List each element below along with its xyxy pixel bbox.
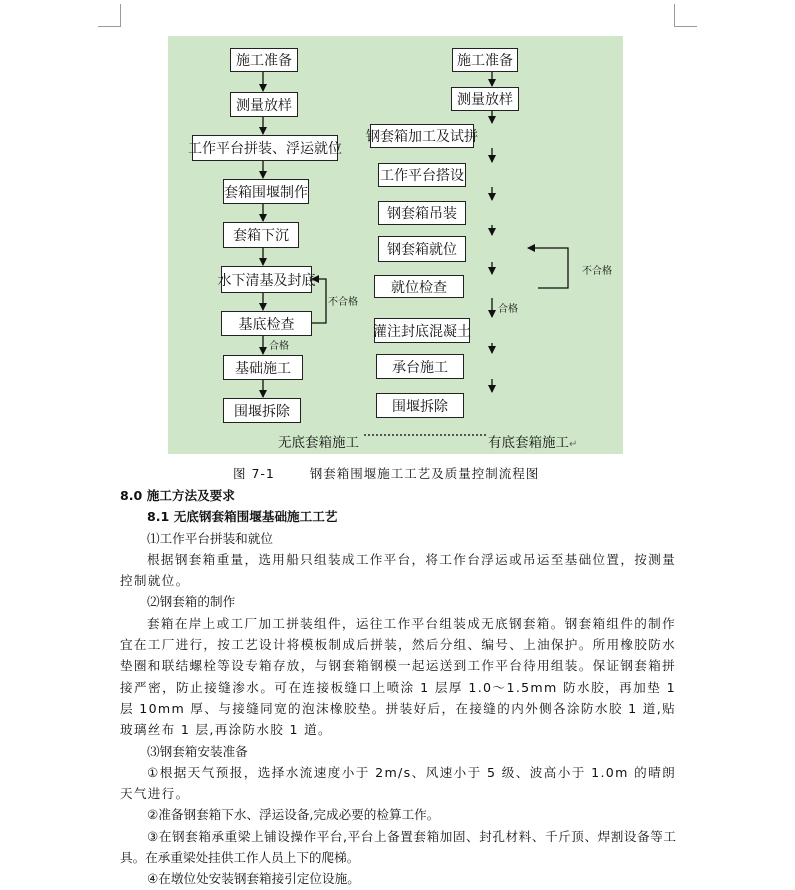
- item-1-body: 根据钢套箱重量，选用船只组装成工作平台，将工作台浮运或吊运至基础位置，按测量控制就位。: [120, 551, 676, 589]
- left-fail-label: 不合格: [328, 297, 358, 308]
- right-step-1: 施工准备: [452, 48, 518, 72]
- page-corner-mark-left: [98, 4, 121, 27]
- right-fail-label: 不合格: [582, 266, 612, 277]
- right-caption-text: 有底套箱施工: [488, 435, 569, 451]
- right-pass-label: 合格: [498, 304, 518, 315]
- right-step-3: 钢套箱加工及试拼: [370, 124, 474, 148]
- right-step-4: 工作平台搭设: [378, 163, 466, 187]
- item-2-body: 套箱在岸上或工厂加工拼装组件，运往工作平台组装成无底钢套箱。钢套箱组件的制作宜在工厂进行，按工艺设计将模板制成后拼装，然后分组、编号、上油保护。所用橡胶防水垫圈和联结螺栓等设专箱存放，与钢套箱钢模一起运送到工作平台待用组装。保证钢套箱拼接严密，防止接缝渗水。可在连接板缝口上喷涂 1 层厚 1.0～1.5mm 防水胶，再加垫 1 层 10mm 厚、与接缝同宽的泡沫橡胶垫。拼装好后，在接缝的内外侧各涂防水胶 1 道,贴玻璃丝布 1 层,再涂防水胶 1 道。: [120, 615, 676, 738]
- right-step-2: 测量放样: [451, 87, 519, 111]
- flowchart-figure: [168, 36, 623, 454]
- right-step-10: 围堰拆除: [376, 393, 464, 418]
- left-step-8: 基础施工: [223, 355, 303, 380]
- caption-dotted-leader: [364, 434, 486, 436]
- document-body: [120, 485, 676, 890]
- right-step-5: 钢套箱吊装: [378, 201, 466, 225]
- left-step-6: 水下清基及封底: [221, 266, 312, 293]
- right-flow-caption: [488, 431, 577, 451]
- right-step-8: 灌注封底混凝土: [374, 318, 470, 343]
- right-step-6: 钢套箱就位: [378, 236, 466, 262]
- item-3-para-2: ②准备钢套箱下水、浮运设备,完成必要的检算工作。: [147, 807, 440, 823]
- left-step-2: 测量放样: [230, 92, 298, 117]
- item-1-title: ⑴工作平台拼装和就位: [147, 530, 273, 546]
- left-step-4: 套箱围堰制作: [223, 179, 309, 204]
- item-3-para-4: ④在墩位处安装钢套箱接引定位设施。: [147, 871, 360, 887]
- item-3-para-3: ③在钢套箱承重梁上铺设操作平台,平台上备置套箱加固、封孔材料、千斤顶、焊割设备等工具。在承重梁处挂供工作人员上下的爬梯。: [120, 828, 676, 866]
- left-step-9: 围堰拆除: [223, 398, 301, 423]
- item-2-title: ⑵钢套箱的制作: [147, 594, 236, 610]
- left-step-1: 施工准备: [230, 48, 298, 72]
- return-mark: ↵: [569, 439, 578, 450]
- page-corner-mark-right: [674, 4, 697, 27]
- left-flow-caption: 无底套箱施工: [278, 435, 359, 451]
- item-3-para-1: ①根据天气预报，选择水流速度小于 2m/s、风速小于 5 级、波高小于 1.0m 的晴朗天气进行。: [120, 764, 676, 802]
- item-3-title: ⑶钢套箱安装准备: [147, 743, 248, 759]
- figure-caption: 图 7-1 钢套箱围堰施工工艺及质量控制流程图: [233, 466, 540, 481]
- section-8-title: 8.0 施工方法及要求: [120, 488, 235, 503]
- left-pass-label: 合格: [269, 341, 289, 352]
- right-step-9: 承台施工: [376, 354, 464, 379]
- left-step-3: 工作平台拼装、浮运就位: [192, 135, 338, 161]
- right-step-7: 就位检查: [374, 275, 464, 298]
- left-step-5: 套箱下沉: [223, 222, 299, 248]
- left-step-7: 基底检查: [221, 311, 312, 336]
- section-8-1-title: 8.1 无底钢套箱围堰基础施工工艺: [147, 509, 338, 525]
